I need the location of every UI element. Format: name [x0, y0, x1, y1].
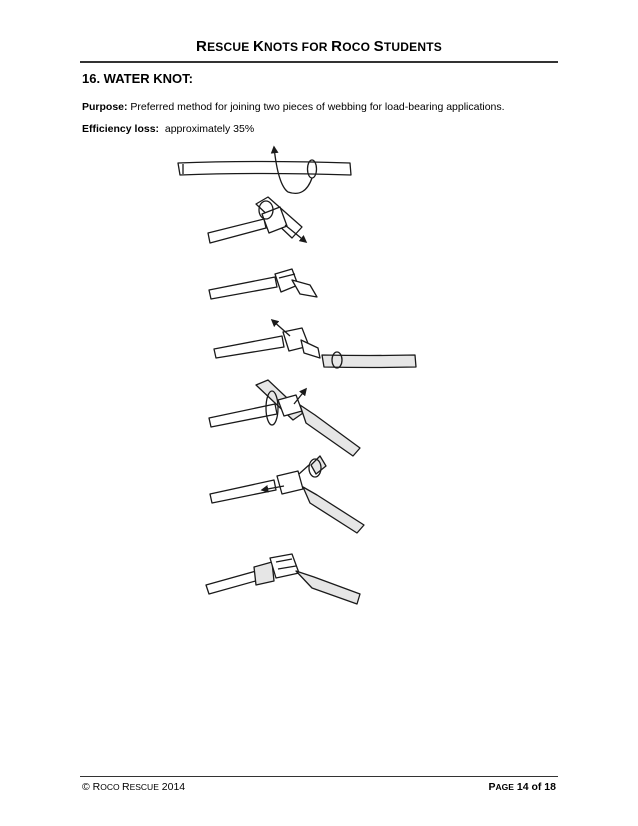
knot-step-4 [214, 320, 416, 368]
knot-step-3 [209, 269, 317, 299]
copyright-symbol: © [82, 781, 93, 793]
knot-step-1 [178, 147, 351, 193]
footer-divider [80, 776, 558, 777]
header-title-part: S [373, 38, 384, 55]
footer-org-part: R [121, 781, 130, 793]
knot-step-7 [206, 554, 360, 604]
efficiency-text: approximately 35% [159, 123, 255, 135]
page-label-part: P [488, 781, 496, 793]
footer-org-name [93, 781, 159, 793]
efficiency-label: Efficiency loss: [82, 123, 160, 135]
knot-step-5 [209, 380, 360, 456]
header-title-part: R [196, 38, 208, 55]
footer-page-number [489, 781, 556, 793]
footer-org-part: ESCUE [129, 782, 159, 792]
footer-year: 2014 [158, 781, 186, 793]
page-label [489, 781, 514, 793]
header-title-part: R [331, 38, 343, 55]
header-title-part: TUDENTS [383, 40, 442, 54]
footer-org-part: R [92, 781, 101, 793]
page-label-part: AGE [495, 782, 514, 792]
knot-step-2 [208, 197, 306, 243]
header-title-part: K [252, 38, 265, 55]
footer-org-part: OCO [100, 782, 122, 792]
footer-copyright [82, 781, 185, 793]
knot-step-6 [210, 456, 364, 533]
header-title-part: NOTS FOR [264, 40, 332, 54]
section-heading: 16. WATER KNOT: [82, 71, 193, 86]
purpose-label: Purpose: [82, 101, 128, 113]
header-title-part: OCO [342, 40, 374, 54]
page-number-value: 14 of 18 [513, 781, 556, 793]
header-title-part: ESCUE [207, 40, 253, 54]
purpose-text: Preferred method for joining two pieces of webbing for load-bearing applications. [127, 101, 505, 113]
